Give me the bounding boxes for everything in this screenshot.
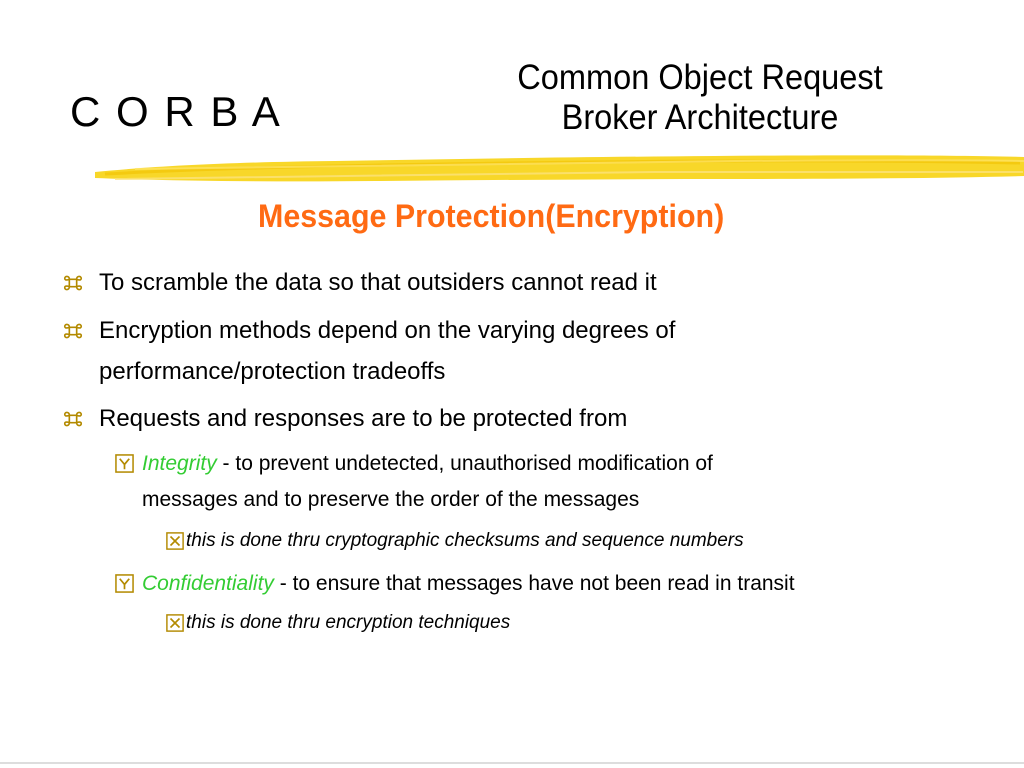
sub-bullet-text-line-1: - to ensure that messages have not been read in transit: [273, 572, 795, 595]
checkbox-x-icon: [166, 532, 184, 550]
slide-title: C O R B A: [70, 88, 282, 135]
brush-stroke-divider: [95, 148, 1024, 188]
checkbox-y-icon: [115, 454, 134, 473]
sub-bullet-text-line-2: messages and to preserve the order of the messages: [142, 488, 640, 511]
command-key-icon: [62, 320, 84, 342]
bullet-text: To scramble the data so that outsiders cannot read it: [99, 269, 657, 296]
subtitle-line-2: Broker Architecture: [561, 98, 839, 137]
sub-bullet-text-line-1: - to prevent undetected, unauthorised modification of: [216, 452, 713, 475]
checkbox-x-icon: [166, 614, 184, 632]
slide-subtitle: [486, 58, 914, 138]
detail-bullet-text: this is done thru encryption techniques: [186, 612, 511, 633]
footer-divider: [0, 762, 1024, 764]
subtitle-line-1: Common Object Request: [517, 58, 883, 97]
bullet-text: Requests and responses are to be protected from: [99, 405, 628, 432]
checkbox-y-icon: [115, 574, 134, 593]
keyword-integrity: Integrity: [142, 452, 217, 475]
command-key-icon: [62, 272, 84, 294]
detail-bullet-text: this is done thru cryptographic checksums and sequence numbers: [186, 530, 744, 551]
command-key-icon: [62, 408, 84, 430]
section-heading: Message Protection(Encryption): [258, 198, 725, 234]
keyword-confidentiality: Confidentiality: [142, 572, 274, 595]
bullet-text-line-1: Encryption methods depend on the varying degrees of: [99, 317, 676, 344]
bullet-text-line-2: performance/protection tradeoffs: [99, 358, 446, 385]
